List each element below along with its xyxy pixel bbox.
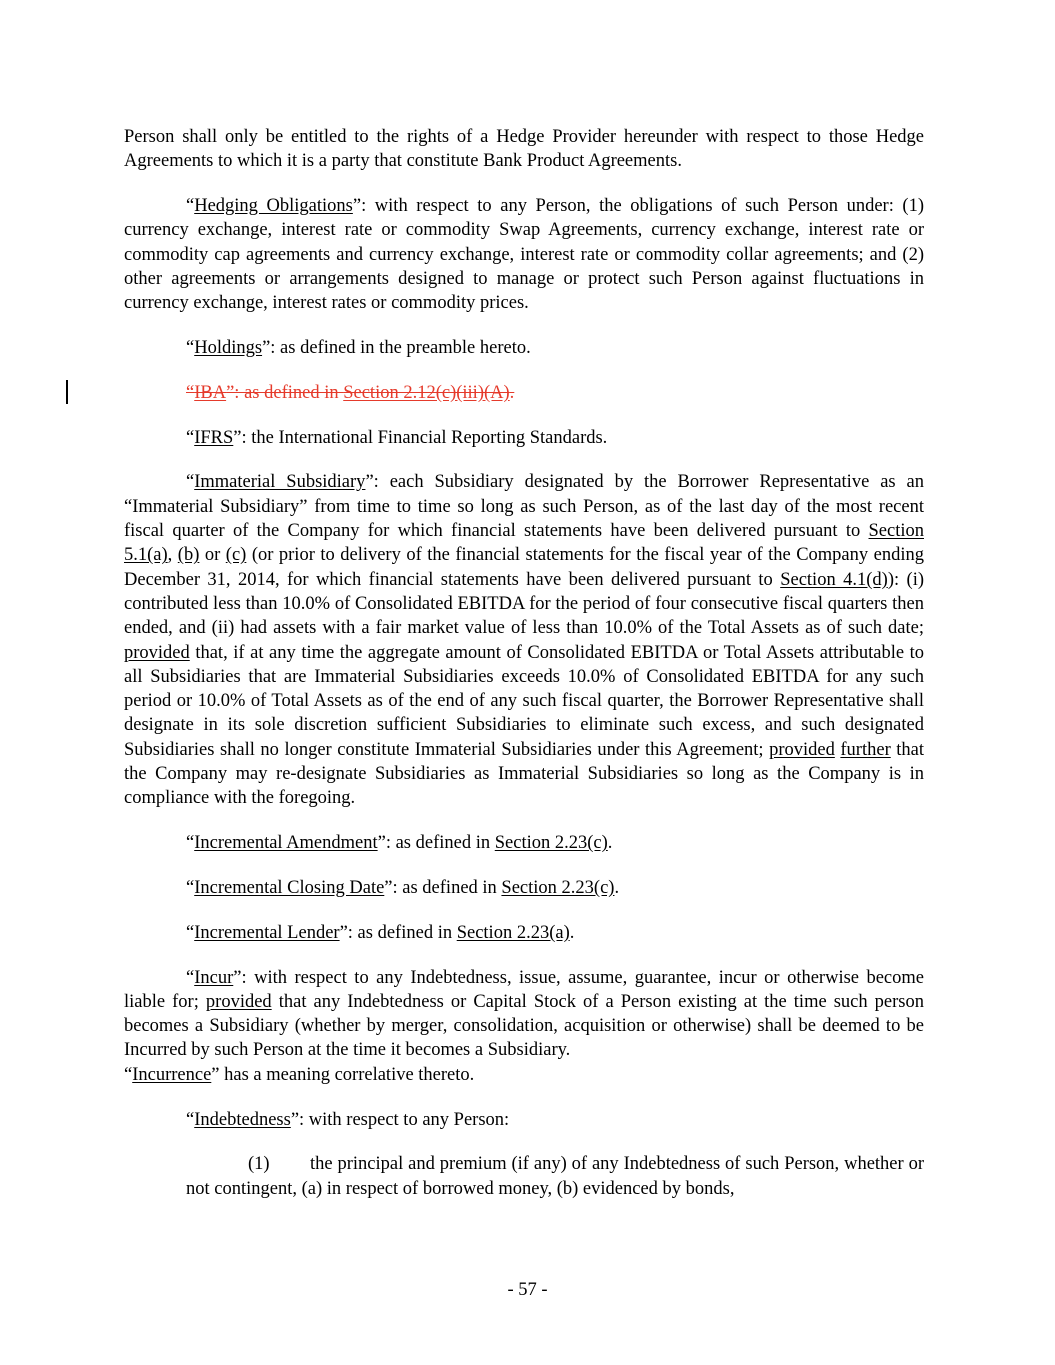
document-body	[124, 125, 924, 1201]
section-reference: Section 4.1(d)	[780, 569, 888, 590]
section-reference: Section 2.23(c)	[494, 833, 608, 854]
section-reference: Section 5.1(a)	[124, 521, 924, 566]
proviso-term: further	[840, 739, 891, 760]
clause-number: (1)	[248, 1154, 270, 1175]
defined-term: Indebtedness	[194, 1109, 291, 1130]
section-reference: (b)	[177, 545, 200, 566]
definition-indebtedness: “Indebtedness”: with respect to any Person:	[186, 1109, 510, 1130]
defined-term: Incremental Amendment	[194, 833, 378, 854]
defined-term: Holdings	[194, 338, 263, 359]
definition-ifrs: “IFRS”: the International Financial Reporting Standards.	[186, 427, 608, 448]
defined-term: Incremental Lender	[194, 922, 340, 943]
defined-term: Incurrence	[132, 1064, 212, 1085]
defined-term: IBA	[194, 382, 227, 403]
definition-immaterial-subsidiary: “Immaterial Subsidiary”: each Subsidiary designated by the Borrower Representative as an “Immaterial Subsidiary” from time to time so long as such Person, as of the last day of the most recent fiscal quarter of the Company for which financial statements have been delivered pursuant to Section 5.1(a), (b) or (c) (or prior to delivery of the financial statements for the fiscal year of the Company ending December 31, 2014, for which financial statements have been delivered pursuant to Section 4.1(d)): (i) contributed less than 10.0% of Consolidated EBITDA for the period of four consecutive fiscal quarters then ended, and (ii) had assets with a fair market value of less than 10.0% of the Total Assets as of such date; provided that, if at any time the aggregate amount of Consolidated EBITDA or Total Assets attributable to all Subsidiaries that are Immaterial Subsidiaries exceeds 10.0% of Consolidated EBITDA for any such period or 10.0% of Total Assets as of the end of any such fiscal quarter, the Borrower Representative shall designate in its sole discretion sufficient Subsidiaries to eliminate such excess, and such designated Subsidiaries shall no longer constitute Immaterial Subsidiaries under this Agreement; provided further that the Company may re-designate Subsidiaries as Immaterial Subsidiaries so long as the Company is in compliance with the foregoing.	[124, 472, 925, 809]
section-reference: (c)	[225, 545, 247, 566]
defined-term: Hedging Obligations	[194, 196, 353, 217]
definition-incur: “Incur”: with respect to any Indebtedness, issue, assume, guarantee, incur or otherwise become liable for; provided that any Indebtedness or Capital Stock of a Person existing at the time such person becomes a Subsidiary (whether by merger, consolidation, acquisition or otherwise) shall be deemed to be Incurred by such Person at the time it becomes a Subsidiary. “Incurrence” has a meaning correlative thereto.	[124, 967, 924, 1085]
deleted-definition-iba: “IBA”: as defined in Section 2.12(c)(iii)(A).	[186, 382, 515, 403]
page-number: - 57 -	[507, 1280, 548, 1300]
indebtedness-clause-1: (1) the principal and premium (if any) of any Indebtedness of such Person, whether or not contingent, (a) in respect of borrowed money, (b) evidenced by bonds,	[186, 1154, 924, 1199]
defined-term: Incremental Closing Date	[194, 877, 385, 898]
revision-change-bar	[66, 380, 68, 404]
defined-term: Incur	[194, 967, 234, 988]
definition-incremental-lender: “Incremental Lender”: as defined in Section 2.23(a).	[186, 922, 575, 943]
proviso-term: provided	[769, 739, 835, 760]
defined-term: Immaterial Subsidiary	[194, 472, 366, 493]
section-reference: Section 2.23(c)	[501, 877, 615, 898]
definition-incremental-amendment: “Incremental Amendment”: as defined in Section 2.23(c).	[186, 833, 613, 854]
section-reference: Section 2.23(a)	[456, 922, 570, 943]
definition-incremental-closing-date: “Incremental Closing Date”: as defined in Section 2.23(c).	[186, 877, 620, 898]
definition-hedging-obligations: “Hedging Obligations”: with respect to any Person, the obligations of such Person under: (1) currency exchange, interest rate or commodity Swap Agreements, currency exchange, interest rate or commodity cap agreements and currency exchange, interest rate or commodity collar agreements; and (2) other agreements or arrangements designed to manage or protect such Person against fluctuations in currency exchange, interest rates or commodity prices.	[124, 196, 925, 314]
proviso-term: provided	[205, 991, 272, 1012]
proviso-term: provided	[124, 642, 190, 663]
definition-holdings: “Holdings”: as defined in the preamble hereto.	[186, 338, 531, 359]
defined-term: IFRS	[194, 427, 234, 448]
paragraph-hedge-provider: Person shall only be entitled to the rights of a Hedge Provider hereunder with respect to those Hedge Agreements to which it is a party that constitute Bank Product Agreements.	[124, 127, 924, 172]
section-reference: Section 2.12(c)(iii)(A)	[343, 382, 510, 403]
